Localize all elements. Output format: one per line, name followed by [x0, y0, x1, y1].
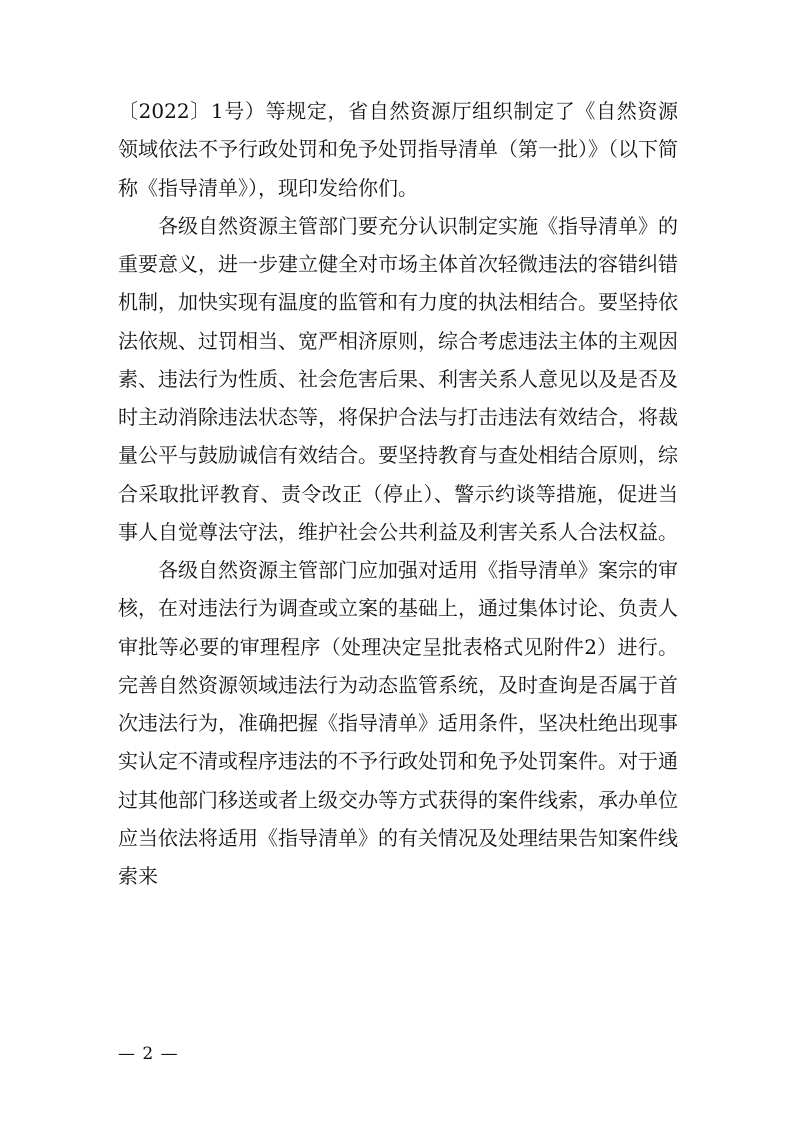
- body-text: [118, 92, 678, 895]
- paragraph-significance: 各级自然资源主管部门要充分认识制定实施《指导清单》的重要意义，进一步建立健全对市场主体首次轻微违法的容错纠错机制，加快实现有温度的监管和有力度的执法相结合。要坚持依法依规、过罚相当、宽严相济原则，综合考虑违法主体的主观因素、违法行为性质、社会危害后果、利害关系人意见以及是否及时主动消除违法状态等，将保护合法与打击违法有效结合，将裁量公平与鼓励诚信有效结合。要坚持教育与查处相结合原则，综合采取批评教育、责令改正（停止）、警示约谈等措施，促进当事人自觉尊法守法，维护社会公共利益及利害关系人合法权益。: [118, 213, 678, 544]
- paragraph-continuation: 〔2022〕1号）等规定，省自然资源厅组织制定了《自然资源领域依法不予行政处罚和免予处罚指导清单（第一批）》（以下简称《指导清单》），现印发给你们。: [118, 99, 678, 200]
- paragraph-review: 各级自然资源主管部门应加强对适用《指导清单》案宗的审核，在对违法行为调查或立案的基础上，通过集体讨论、负责人审批等必要的审理程序（处理决定呈批表格式见附件2）进行。完善自然资源领域违法行为动态监管系统，及时查询是否属于首次违法行为，准确把握《指导清单》适用条件，坚决杜绝出现事实认定不清或程序违法的不予行政处罚和免予处罚案件。对于通过其他部门移送或者上级交办等方式获得的案件线索，承办单位应当依法将适用《指导清单》的有关情况及处理结果告知案件线索来: [118, 558, 678, 888]
- page-number: — 2 —: [118, 1044, 179, 1064]
